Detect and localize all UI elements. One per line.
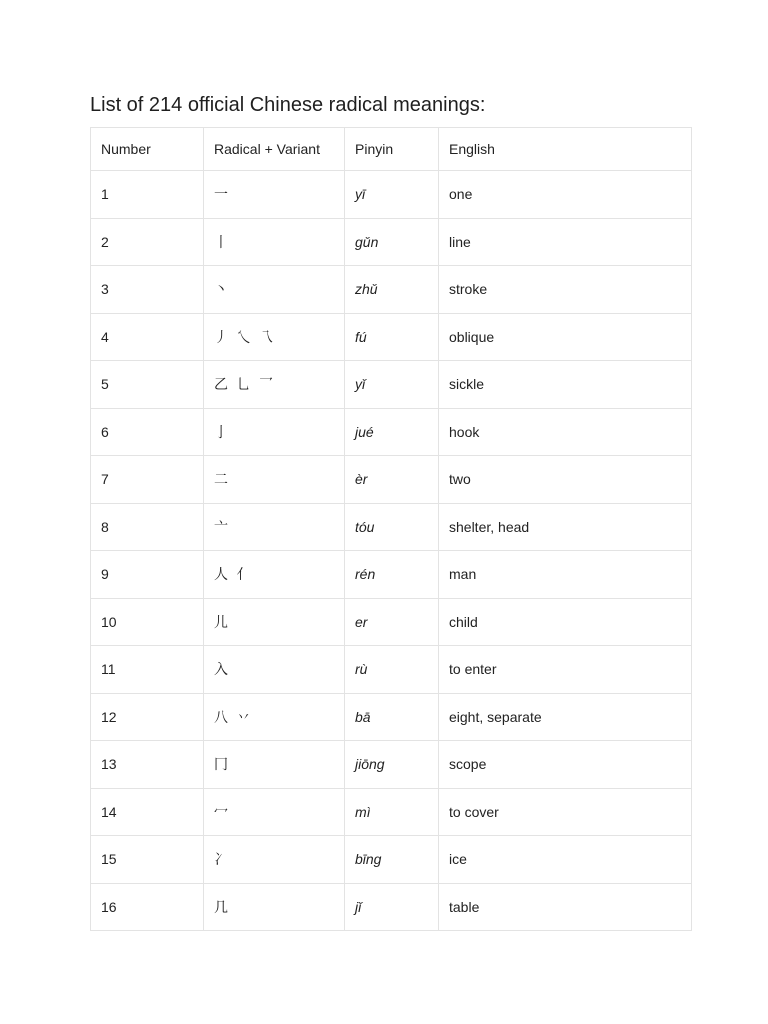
cell-number: 11	[91, 646, 204, 694]
cell-radical: 几	[204, 883, 345, 931]
cell-radical: 亠	[204, 503, 345, 551]
table-row	[91, 646, 692, 694]
cell-pinyin: rén	[345, 551, 439, 599]
cell-pinyin: jiōng	[345, 741, 439, 789]
cell-english: one	[439, 171, 692, 219]
cell-pinyin: zhǔ	[345, 266, 439, 314]
table-row	[91, 883, 692, 931]
cell-english: eight, separate	[439, 693, 692, 741]
table-row	[91, 741, 692, 789]
cell-pinyin: bīng	[345, 836, 439, 884]
cell-pinyin: er	[345, 598, 439, 646]
cell-number: 3	[91, 266, 204, 314]
cell-pinyin: gǔn	[345, 218, 439, 266]
cell-number: 12	[91, 693, 204, 741]
table-row	[91, 836, 692, 884]
table-row	[91, 456, 692, 504]
cell-english: child	[439, 598, 692, 646]
cell-radical: 一	[204, 171, 345, 219]
cell-pinyin: yī	[345, 171, 439, 219]
cell-pinyin: rù	[345, 646, 439, 694]
cell-radical: 入	[204, 646, 345, 694]
cell-radical: 二	[204, 456, 345, 504]
cell-number: 10	[91, 598, 204, 646]
cell-english: to cover	[439, 788, 692, 836]
header-english: English	[439, 128, 692, 171]
cell-radical: 八 丷	[204, 693, 345, 741]
page-title: List of 214 official Chinese radical meanings:	[90, 94, 486, 116]
cell-english: hook	[439, 408, 692, 456]
table-row	[91, 693, 692, 741]
cell-radical: 冂	[204, 741, 345, 789]
cell-radical: 儿	[204, 598, 345, 646]
cell-pinyin: mì	[345, 788, 439, 836]
cell-radical: 冖	[204, 788, 345, 836]
table-row	[91, 218, 692, 266]
cell-number: 15	[91, 836, 204, 884]
cell-english: ice	[439, 836, 692, 884]
cell-english: two	[439, 456, 692, 504]
cell-pinyin: bā	[345, 693, 439, 741]
cell-english: table	[439, 883, 692, 931]
table-row	[91, 788, 692, 836]
cell-number: 5	[91, 361, 204, 409]
cell-english: man	[439, 551, 692, 599]
cell-number: 6	[91, 408, 204, 456]
cell-pinyin: jué	[345, 408, 439, 456]
cell-number: 4	[91, 313, 204, 361]
cell-english: sickle	[439, 361, 692, 409]
cell-pinyin: yǐ	[345, 361, 439, 409]
cell-english: shelter, head	[439, 503, 692, 551]
table-header-row	[91, 128, 692, 171]
cell-number: 1	[91, 171, 204, 219]
cell-number: 14	[91, 788, 204, 836]
table-row	[91, 503, 692, 551]
table-row	[91, 408, 692, 456]
radical-table	[90, 127, 692, 931]
cell-radical: 乙 乚 乛	[204, 361, 345, 409]
cell-number: 8	[91, 503, 204, 551]
cell-pinyin: jǐ	[345, 883, 439, 931]
cell-radical: 丶	[204, 266, 345, 314]
table-row	[91, 313, 692, 361]
header-radical: Radical + Variant	[204, 128, 345, 171]
header-pinyin: Pinyin	[345, 128, 439, 171]
cell-english: scope	[439, 741, 692, 789]
cell-radical: 冫	[204, 836, 345, 884]
table-row	[91, 361, 692, 409]
cell-number: 2	[91, 218, 204, 266]
cell-radical: 人 亻	[204, 551, 345, 599]
cell-english: line	[439, 218, 692, 266]
table-row	[91, 171, 692, 219]
cell-pinyin: èr	[345, 456, 439, 504]
cell-english: oblique	[439, 313, 692, 361]
table-row	[91, 266, 692, 314]
cell-number: 7	[91, 456, 204, 504]
table-row	[91, 598, 692, 646]
cell-radical: 丨	[204, 218, 345, 266]
cell-number: 13	[91, 741, 204, 789]
cell-pinyin: tóu	[345, 503, 439, 551]
cell-english: to enter	[439, 646, 692, 694]
cell-pinyin: fú	[345, 313, 439, 361]
table-row	[91, 551, 692, 599]
cell-number: 9	[91, 551, 204, 599]
cell-radical: 丿 乀 乁	[204, 313, 345, 361]
cell-radical: 亅	[204, 408, 345, 456]
cell-english: stroke	[439, 266, 692, 314]
header-number: Number	[91, 128, 204, 171]
cell-number: 16	[91, 883, 204, 931]
